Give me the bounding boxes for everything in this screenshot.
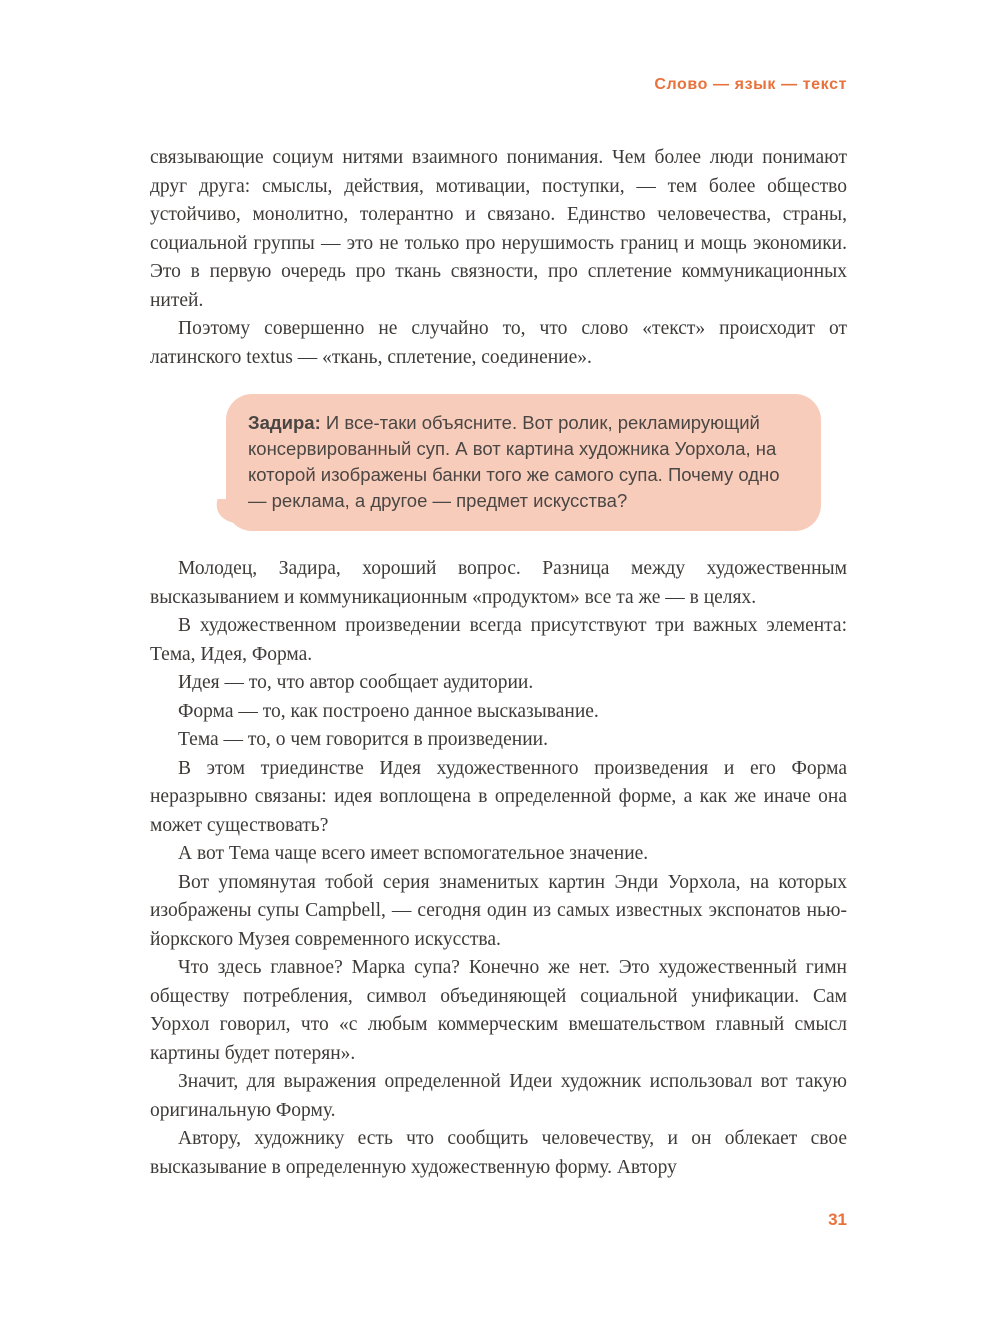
paragraph: Тема — то, о чем говорится в произведении. [178, 729, 548, 750]
bubble-text: И все-таки объясните. Вот ролик, рекламирующий консервированный суп. А вот картина художника Уорхола, на которой изображены банки того же самого супа. Почему одно — реклама, а другое — предмет искусства? [248, 412, 780, 511]
paragraph: Автору, художнику есть что сообщить человечеству, и он облекает свое высказывание в определенную художественную форму. Автору [150, 1128, 847, 1178]
paragraph: В художественном произведении всегда присутствуют три важных элемента: Тема, Идея, Форма. [150, 615, 847, 665]
paragraph: А вот Тема чаще всего имеет вспомогательное значение. [178, 843, 649, 864]
running-header: Слово — язык — текст [654, 76, 847, 93]
paragraph: В этом триединстве Идея художественного произведения и его Форма неразрывно связаны: идея воплощена в определенной форме, а как же иначе она может существовать? [150, 757, 847, 836]
paragraph: Поэтому совершенно не случайно то, что слово «текст» происходит от латинского textus — «ткань, сплетение, соединение». [150, 318, 847, 368]
speech-bubble [226, 394, 821, 531]
paragraph: Вот упомянутая тобой серия знаменитых картин Энди Уорхола, на которых изображены супы Campbell, — сегодня один из самых известных экспонатов нью-йоркского Музея современного искусства. [150, 871, 847, 950]
paragraph: Форма — то, как построено данное высказывание. [178, 700, 599, 722]
paragraph: Значит, для выражения определенной Идеи художник использовал вот такую оригинальную Форму. [150, 1071, 847, 1121]
text-column [150, 144, 847, 1182]
paragraph: Идея — то, что автор сообщает аудитории. [178, 672, 534, 693]
speaker-name: Задира: [248, 412, 321, 433]
paragraph: Молодец, Задира, хороший вопрос. Разница между художественным высказыванием и коммуникационным «продуктом» все та же — в целях. [150, 558, 847, 608]
paragraph: связывающие социум нитями взаимного понимания. Чем более люди понимают друг друга: смыслы, действия, мотивации, поступки, — тем более общество устойчиво, монолитно, толерантно и связано. Единство человечества, страны, социальной группы — это не только про нерушимость границ и мощь экономики. Это в первую очередь про ткань связности, про сплетение коммуникационных нитей. [150, 147, 847, 311]
page-number: 31 [828, 1210, 847, 1229]
paragraph: Что здесь главное? Марка супа? Конечно же нет. Это художественный гимн обществу потребления, символ объединяющей социальной унификации. Сам Уорхол говорил, что «с любым коммерческим вмешательством главный смысл картины будет потерян». [150, 957, 847, 1064]
